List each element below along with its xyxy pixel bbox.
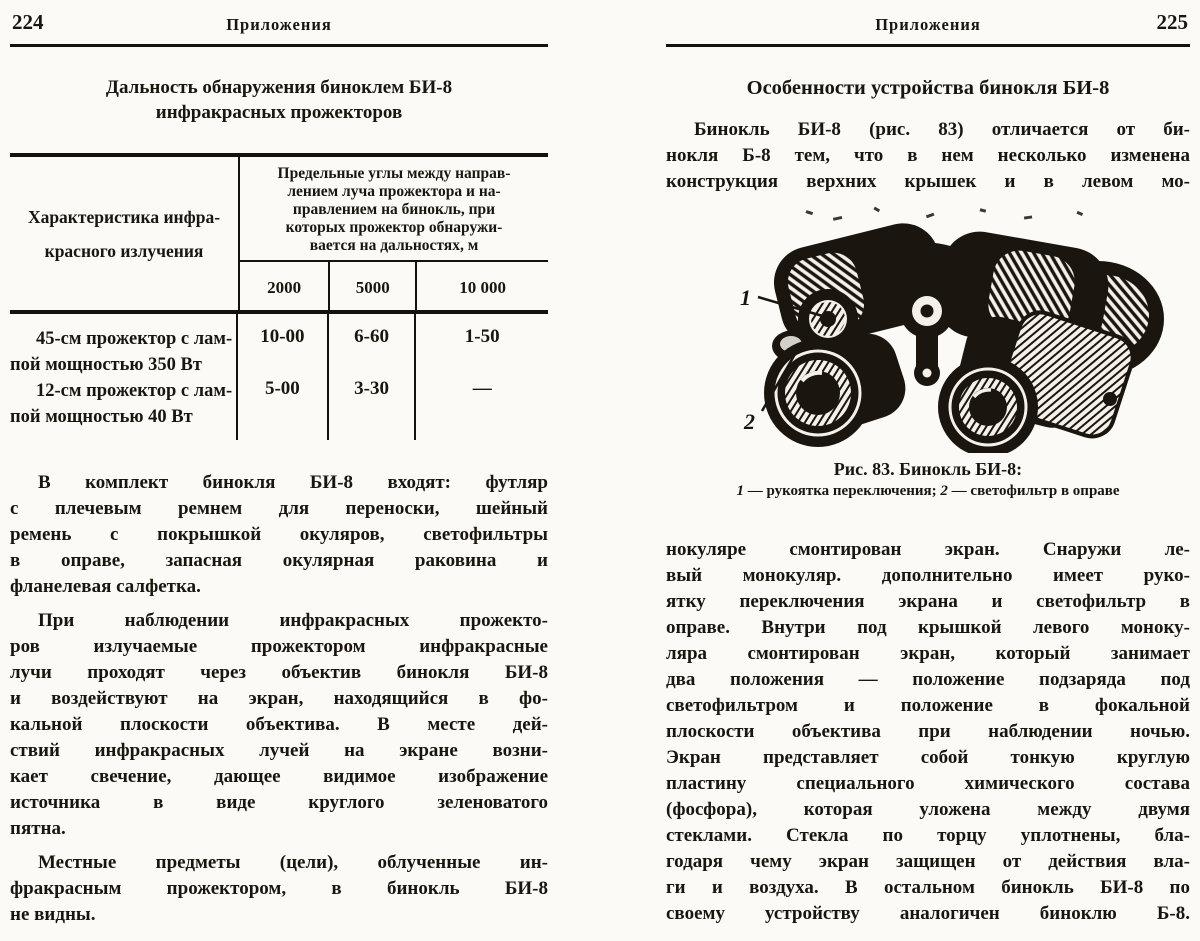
header-rule-right: [666, 44, 1190, 47]
page-225: [666, 0, 1190, 927]
figure-callout-1: 1: [740, 285, 751, 310]
table-body: [10, 310, 548, 440]
text-line: источника в виде круглого зеленоватого: [10, 792, 548, 813]
text-line: Предельные углы между направ-: [277, 165, 511, 182]
text-line: нокля Б-8 тем, что в нем несколько изменена: [666, 145, 1190, 166]
paragraph-kit: [10, 470, 548, 600]
text-line: ляра смонтирован экран, который занимает: [666, 643, 1190, 664]
detection-range-table: [10, 153, 548, 440]
table-subheader-row: [240, 262, 548, 310]
text-line: ров излучаемые прожектором инфракрасные: [10, 636, 548, 657]
text-line: пластину специального химического состава: [666, 773, 1190, 794]
text-line: пятна.: [10, 818, 66, 839]
table-subheader-5000: 5000: [330, 262, 417, 310]
text-line: Дальность обнаружения биноклем БИ-8: [105, 77, 453, 98]
text-line: красного излучения: [44, 240, 204, 261]
legend-text-2: — светофильтр в оправе: [947, 483, 1120, 499]
text-line: инфракрасных прожекторов: [155, 102, 403, 123]
right-section-title: Особенности устройства бинокля БИ-8: [746, 77, 1110, 99]
text-line: оправе. Внутри под крышкой левого моноку-: [666, 617, 1190, 638]
text-line: стеклами. Стекла по торцу уплотнены, бла-: [666, 825, 1190, 846]
left-section-title: [10, 75, 548, 125]
header-rule-left: [10, 44, 548, 47]
text-line: пой мощностью 40 Вт: [10, 407, 193, 427]
table-cell: 10-00: [260, 326, 305, 347]
paragraph-device-details: [666, 537, 1190, 927]
table-subheader-2000: 2000: [240, 262, 330, 310]
text-line: с плечевым ремнем для переноски, шейный: [10, 498, 548, 519]
table-values: [238, 314, 548, 440]
right-page-header: [666, 0, 1190, 44]
table-col-10000: [416, 314, 548, 440]
figure-caption-title: Рис. 83. Бинокль БИ-8:: [833, 459, 1023, 479]
text-line: пой мощностью 350 Вт: [10, 355, 202, 375]
text-line: Характеристика инфра-: [27, 206, 221, 227]
text-line: кальной плоскости объектива. В месте дей-: [10, 714, 548, 735]
running-head-right: Приложения: [875, 15, 981, 34]
text-line: вый монокуляр. дополнительно имеет руко-: [666, 565, 1190, 586]
table-cell: 6-60: [354, 326, 389, 347]
running-head-left: Приложения: [226, 15, 332, 34]
text-line: конструкция верхних крышек и в левом мо-: [666, 171, 1190, 192]
figure-caption-legend: [666, 481, 1190, 501]
paragraph-objects: [10, 850, 548, 928]
text-line: нокуляре смонтирован экран. Снаружи ле-: [666, 539, 1190, 560]
table-header: [10, 157, 548, 310]
text-line: правлением на бинокль, при: [292, 201, 496, 218]
text-line: два положения — положение подзаряда под: [666, 669, 1190, 690]
text-line: вается на дальностях, м: [309, 237, 479, 254]
table-col1-header: [10, 157, 240, 310]
legend-number-1: 1: [736, 483, 744, 499]
binoculars-illustration: [678, 201, 1178, 453]
table-row-label-2: [10, 378, 234, 430]
text-line: ремень с покрышкой окуляров, светофильтры: [10, 524, 548, 545]
table-cell: 5-00: [264, 378, 300, 399]
text-line: 12-см прожектор с лам-: [36, 381, 233, 401]
text-line: годаря чему экран защищен от действия вла-: [666, 851, 1190, 872]
text-line: кает свечение, дающее видимое изображение: [10, 766, 548, 787]
table-cell: —: [472, 378, 492, 399]
table-subheader-10000: 10 000: [459, 278, 507, 297]
figure-callout-2: 2: [744, 409, 755, 434]
text-line: которых прожектор обнаружи-: [285, 219, 503, 236]
text-line: В комплект бинокля БИ-8 входят: футляр: [38, 472, 548, 493]
ink-speckles: [806, 207, 1084, 221]
page-number-right: 225: [1156, 10, 1188, 34]
text-line: (фосфора), которая уложена между двумя: [666, 799, 1190, 820]
table-group-header-cell: [240, 157, 548, 310]
text-line: ятку переключения экрана и светофильтр в: [666, 591, 1190, 612]
text-line: своему устройству аналогичен биноклю Б-8.: [666, 903, 1190, 924]
text-line: и воздействуют на экран, находящийся в фо-: [10, 688, 548, 709]
text-line: 45-см прожектор с лам-: [36, 329, 233, 349]
left-page-header: [10, 0, 548, 44]
text-line: лением луча прожектора и на-: [287, 183, 501, 200]
paragraph-intro: [666, 117, 1190, 195]
page-224: [10, 0, 548, 928]
text-line: фракрасным прожектором, в бинокль БИ-8: [10, 878, 548, 899]
page-number-left: 224: [12, 10, 44, 34]
text-line: светофильтром и положение в фокальной: [666, 695, 1190, 716]
figure-83: [666, 201, 1190, 453]
text-line: При наблюдении инфракрасных прожекто-: [38, 610, 548, 631]
text-line: Экран представляет собой тонкую круглую: [666, 747, 1190, 768]
text-line: ги и воздуха. В остальном бинокль БИ-8 по: [666, 877, 1190, 898]
text-line: плоскости объектива при наблюдении ночью.: [666, 721, 1190, 742]
table-cell: 1-50: [464, 326, 500, 347]
text-line: в оправе, запасная окулярная раковина и: [10, 550, 548, 571]
text-line: Бинокль БИ-8 (рис. 83) отличается от би-: [694, 119, 1190, 140]
text-line: фланелевая салфетка.: [10, 576, 201, 597]
text-line: не видны.: [10, 904, 96, 925]
text-line: Местные предметы (цели), облученные ин-: [38, 852, 548, 873]
table-col-2000: [238, 314, 329, 440]
text-line: лучи проходят через объектив бинокля БИ-8: [10, 662, 548, 683]
table-group-header: [240, 157, 548, 262]
legend-number-2: 2: [940, 483, 948, 499]
table-row-label-1: [10, 326, 234, 378]
paragraph-observation: [10, 608, 548, 842]
table-col-5000: [329, 314, 417, 440]
table-row-labels: [10, 314, 238, 440]
text-line: ствий инфракрасных лучей на экране возни-: [10, 740, 548, 761]
table-cell: 3-30: [354, 378, 389, 399]
legend-text-1: — рукоятка переключения;: [743, 483, 941, 499]
